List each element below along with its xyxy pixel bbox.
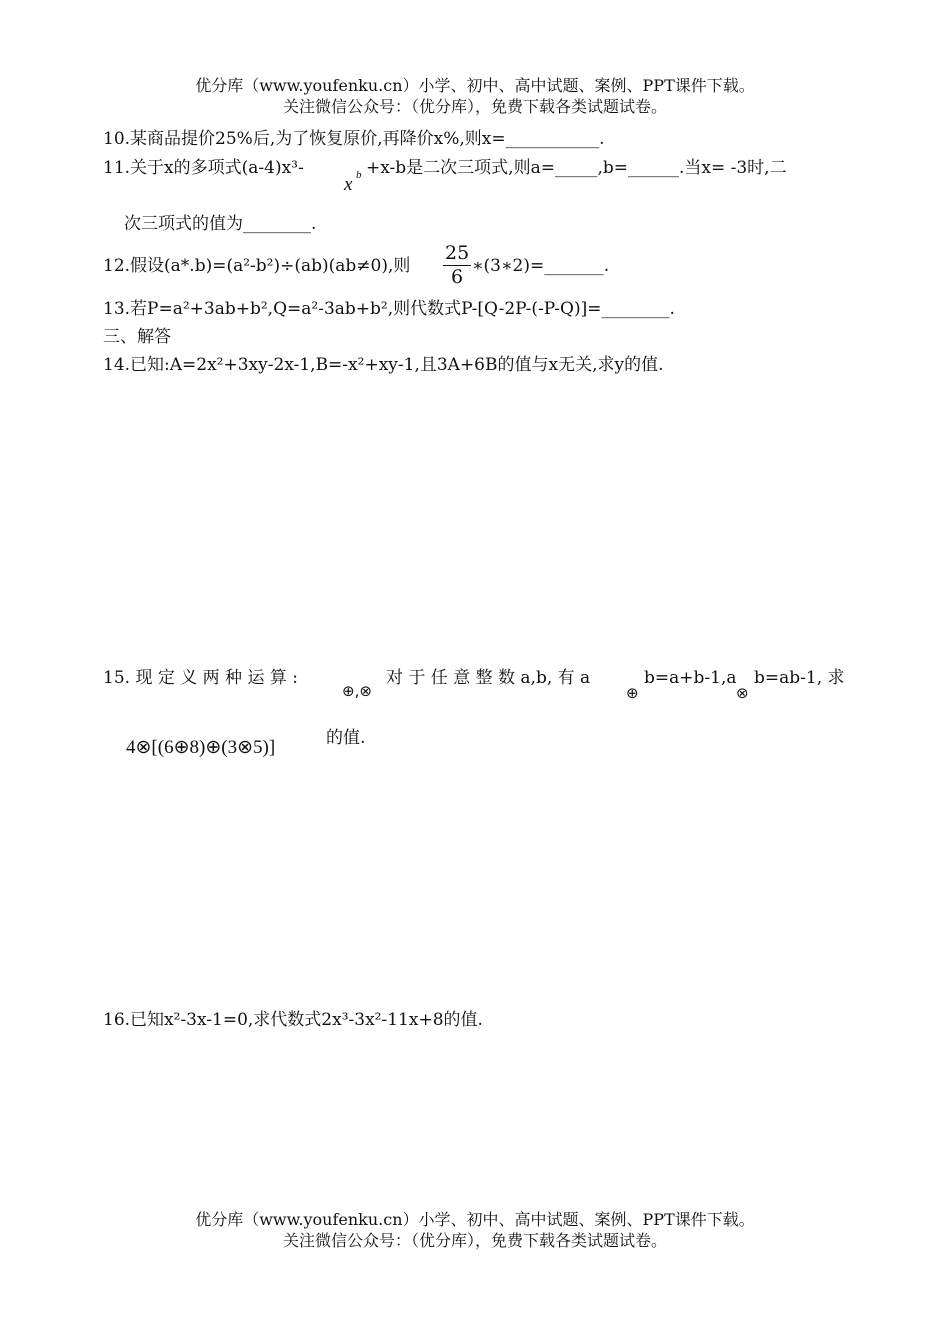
question-11-part-2: +x-b是二次三项式,则a=_____,b=______.当x= -3时,二 (366, 158, 787, 178)
circled-plus-symbol: ⊕ (626, 684, 639, 702)
question-15-part-2: 对 于 任 意 整 数 a,b, 有 a (386, 668, 591, 688)
question-13: 13.若P=a²+3ab+b²,Q=a²-3ab+b²,则代数式P-[Q-2P-(-P-Q)]=________. (103, 299, 675, 319)
fraction-denominator: 6 (451, 266, 464, 288)
footer-line-1: 优分库（www.youfenku.cn）小学、初中、高中试题、案例、PPT课件下载。 (195, 1210, 755, 1229)
question-11-line-2: 次三项式的值为________. (124, 214, 317, 234)
section-title: 三、解答 (103, 327, 171, 347)
question-14: 14.已知:A=2x²+3xy-2x-1,B=-x²+xy-1,且3A+6B的值与x无关,求y的值. (103, 355, 664, 375)
circled-times-symbol: ⊗ (736, 684, 749, 702)
question-15-part-1: 15. 现 定 义 两 种 运 算 : (103, 668, 298, 688)
fraction-numerator: 25 (445, 242, 470, 264)
question-12-fraction (440, 244, 474, 287)
header-line-2: 关注微信公众号：（优分库），免费下载各类试题试卷。 (282, 97, 667, 116)
question-12-part-1: 12.假设(a*.b)=(a²-b²)÷(ab)(ab≠0),则 (103, 256, 411, 276)
question-10: 10.某商品提价25%后,为了恢复原价,再降价x%,则x=___________. (103, 129, 605, 149)
question-12-part-2: ∗(3∗2)=_______. (472, 256, 610, 276)
footer-line-2: 关注微信公众号：（优分库），免费下载各类试题试卷。 (282, 1231, 667, 1250)
question-15-expression: 4⊗[(6⊕8)⊕(3⊗5)] (126, 737, 276, 758)
question-15-part-3: b=a+b-1,a (644, 668, 737, 688)
question-15-operators: ⊕,⊗ (342, 682, 372, 700)
fraction (443, 244, 471, 287)
question-15-part-4: b=ab-1, 求 (754, 668, 845, 688)
question-11-b-exponent: b (356, 169, 362, 181)
question-11-part-1: 11.关于x的多项式(a-4)x³- (103, 158, 304, 178)
question-16: 16.已知x²-3x-1=0,求代数式2x³-3x²-11x+8的值. (103, 1010, 483, 1030)
header-line-1: 优分库（www.youfenku.cn）小学、初中、高中试题、案例、PPT课件下载。 (195, 76, 755, 95)
question-15-tail: 的值. (326, 728, 366, 748)
question-11-x-term: x (344, 174, 353, 195)
